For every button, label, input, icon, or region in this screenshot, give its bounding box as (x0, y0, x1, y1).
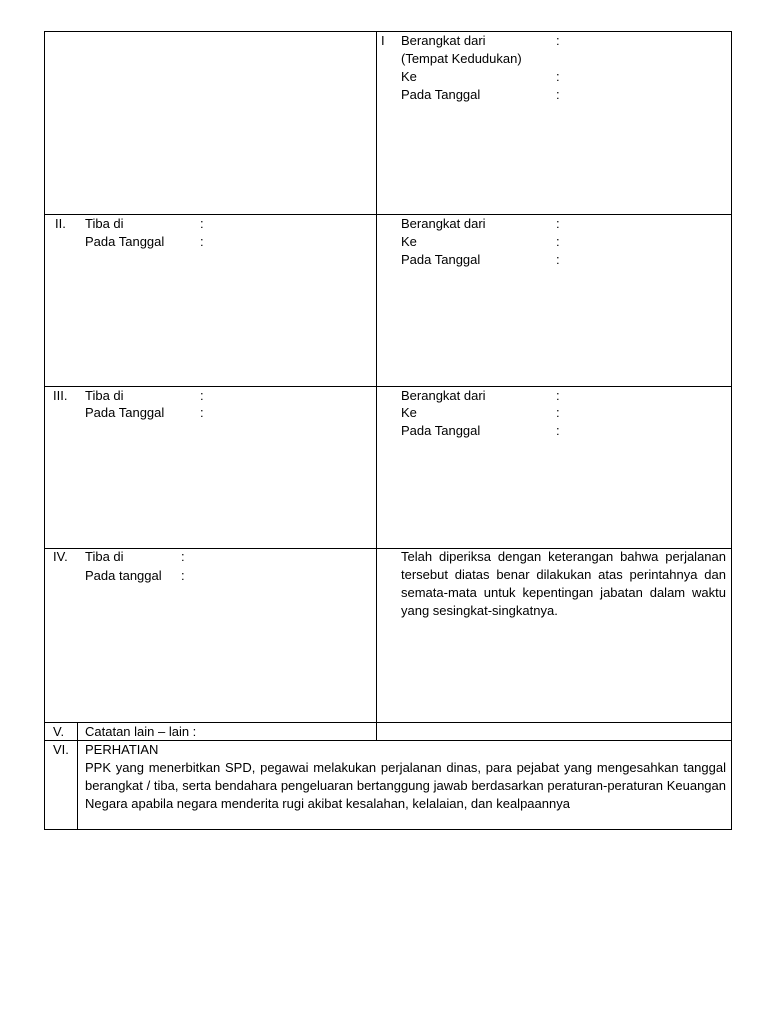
number-column-divider (77, 722, 78, 830)
colon: : (556, 252, 560, 267)
date-label: Pada Tanggal (401, 423, 481, 438)
arrive-label: Tiba di (85, 549, 124, 564)
arrive-label: Tiba di (85, 216, 124, 231)
colon: : (200, 388, 204, 403)
row-divider (45, 214, 731, 215)
section-number: VI. (53, 742, 69, 757)
colon: : (556, 423, 560, 438)
notes-label: Catatan lain – lain : (85, 724, 197, 739)
colon: : (200, 405, 204, 420)
row-divider (45, 386, 731, 387)
date-label: Pada Tanggal (401, 252, 481, 267)
colon: : (181, 568, 185, 583)
colon: : (181, 549, 185, 564)
colon: : (556, 216, 560, 231)
to-label: Ke (401, 405, 417, 420)
colon: : (200, 234, 204, 249)
section-number: III. (53, 388, 68, 403)
arrive-date-label: Pada Tanggal (85, 234, 165, 249)
attention-body: PPK yang menerbitkan SPD, pegawai melakukan perjalanan dinas, para pejabat yang mengesahkan tanggal berangkat / tiba, serta bendahara pengeluaran bertanggung jawab berdasarkan peraturan-peraturan Keuangan Negara apabila negara menderita rugi akibat kesalahan, kelalaian, dan kealpaannya (85, 760, 726, 811)
colon: : (556, 69, 560, 84)
attention-title: PERHATIAN (85, 742, 159, 757)
colon: : (556, 388, 560, 403)
section-number: V. (53, 724, 65, 739)
colon: : (556, 234, 560, 249)
to-label: Ke (401, 69, 417, 84)
verification-statement: Telah diperiksa dengan keterangan bahwa perjalanan tersebut diatas benar dilakukan atas perintahnya dan semata-mata untuk kepentingan jabatan dalam waktu yang sesingkat-singkatnya. (401, 549, 726, 618)
to-label: Ke (401, 234, 417, 249)
spd-back-form (44, 31, 732, 830)
colon: : (556, 33, 560, 48)
depart-label: Berangkat dari (401, 388, 486, 403)
colon: : (556, 405, 560, 420)
column-divider (376, 32, 377, 740)
colon: : (556, 87, 560, 102)
arrive-label: Tiba di (85, 388, 124, 403)
arrive-date-label: Pada tanggal (85, 568, 162, 583)
depart-sub-label: (Tempat Kedudukan) (401, 51, 522, 66)
arrive-date-label: Pada Tanggal (85, 405, 165, 420)
depart-label: Berangkat dari (401, 216, 486, 231)
section-number: IV. (53, 549, 68, 564)
section-number: I (381, 33, 385, 48)
colon: : (200, 216, 204, 231)
depart-label: Berangkat dari (401, 33, 486, 48)
date-label: Pada Tanggal (401, 87, 481, 102)
section-number: II. (55, 216, 66, 231)
